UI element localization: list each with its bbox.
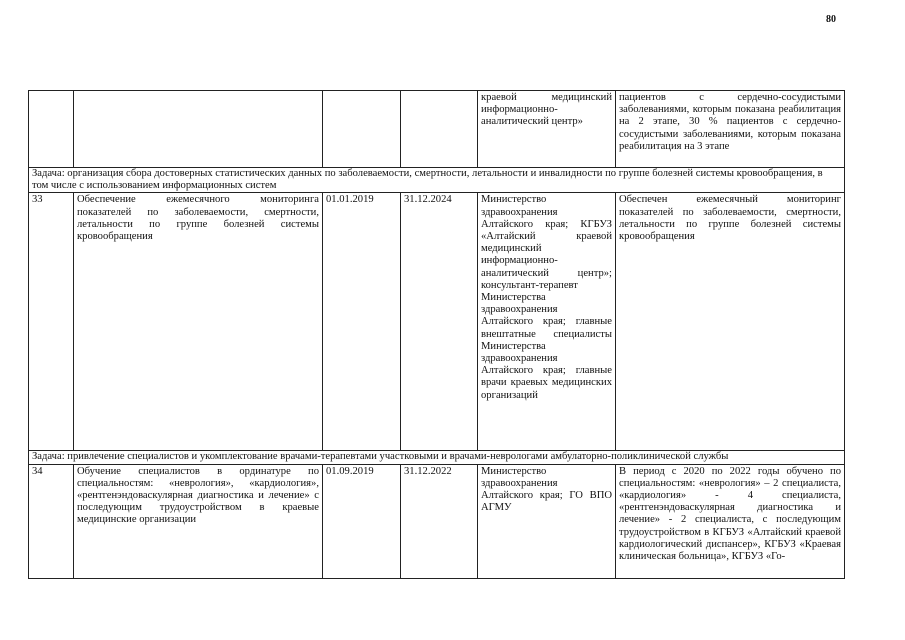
result-cell: пациентов с сердечно-сосудистыми заболеваниями, которым показана реабилитация на 2 этапе, 30 % пациентов с сердечно-сосудистыми заболеваниями, которым показана реабилитация на 3 этапе [616, 91, 845, 168]
executors-cell: Министерство здравоохранения Алтайского края; КГБУЗ «Алтайский краевой медицинский информационно-аналитический центр»; консультант-терапевт Министерства здравоохранения Алтайского края; главные внештатные специалисты Министерства здравоохранения Алтайского края; главные врачи краевых медицинских организаций [478, 193, 616, 451]
number-cell [29, 91, 74, 168]
task-text: Задача: привлечение специалистов и укомплектование врачами-терапевтами участковыми и врачами-неврологами амбулаторно-поликлинической службы [29, 451, 845, 464]
result-cell: В период с 2020 по 2022 годы обучено по специальностям: «неврология» – 2 специалиста, «кардиология» - 4 специалиста, «рентгенэндоваскулярная диагностика и лечение» - 2 специалиста, с последующим трудоустройством в КГБУЗ «Алтайский краевой кардиологический диспансер», КГБУЗ «Краевая клиническая больница», КГБУЗ «Го- [616, 464, 845, 578]
end-date-cell: 31.12.2024 [401, 193, 478, 451]
page-number: 80 [826, 14, 836, 25]
number-cell: 33 [29, 193, 74, 451]
executors-cell: Министерство здравоохранения Алтайского края; ГО ВПО АГМУ [478, 464, 616, 578]
activity-cell: Обучение специалистов в ординатуре по специальностям: «неврология», «кардиология», «рентгенэндоваскулярная диагностика и лечение» с последующим трудоустройством в краевые медицинские организации [74, 464, 323, 578]
start-date-cell: 01.09.2019 [323, 464, 401, 578]
task-text: Задача: организация сбора достоверных статистических данных по заболеваемости, смертности, летальности и инвалидности по группе болезней системы кровообращения, в том числе с использованием информационных систем [29, 168, 845, 193]
start-date-cell [323, 91, 401, 168]
task-row [29, 168, 845, 193]
activity-cell: Обеспечение ежемесячного мониторинга показателей по заболеваемости, смертности, летальности по группе болезней системы кровообращения [74, 193, 323, 451]
number-cell: 34 [29, 464, 74, 578]
result-cell: Обеспечен ежемесячный мониторинг показателей по заболеваемости, смертности, летальности по группе болезней системы кровообращения [616, 193, 845, 451]
task-row [29, 451, 845, 464]
plan-table [28, 90, 845, 579]
executors-cell: краевой медицинский информационно-аналитический центр» [478, 91, 616, 168]
activity-cell [74, 91, 323, 168]
end-date-cell [401, 91, 478, 168]
table-row [29, 193, 845, 451]
table-row [29, 464, 845, 578]
start-date-cell: 01.01.2019 [323, 193, 401, 451]
table-row [29, 91, 845, 168]
end-date-cell: 31.12.2022 [401, 464, 478, 578]
